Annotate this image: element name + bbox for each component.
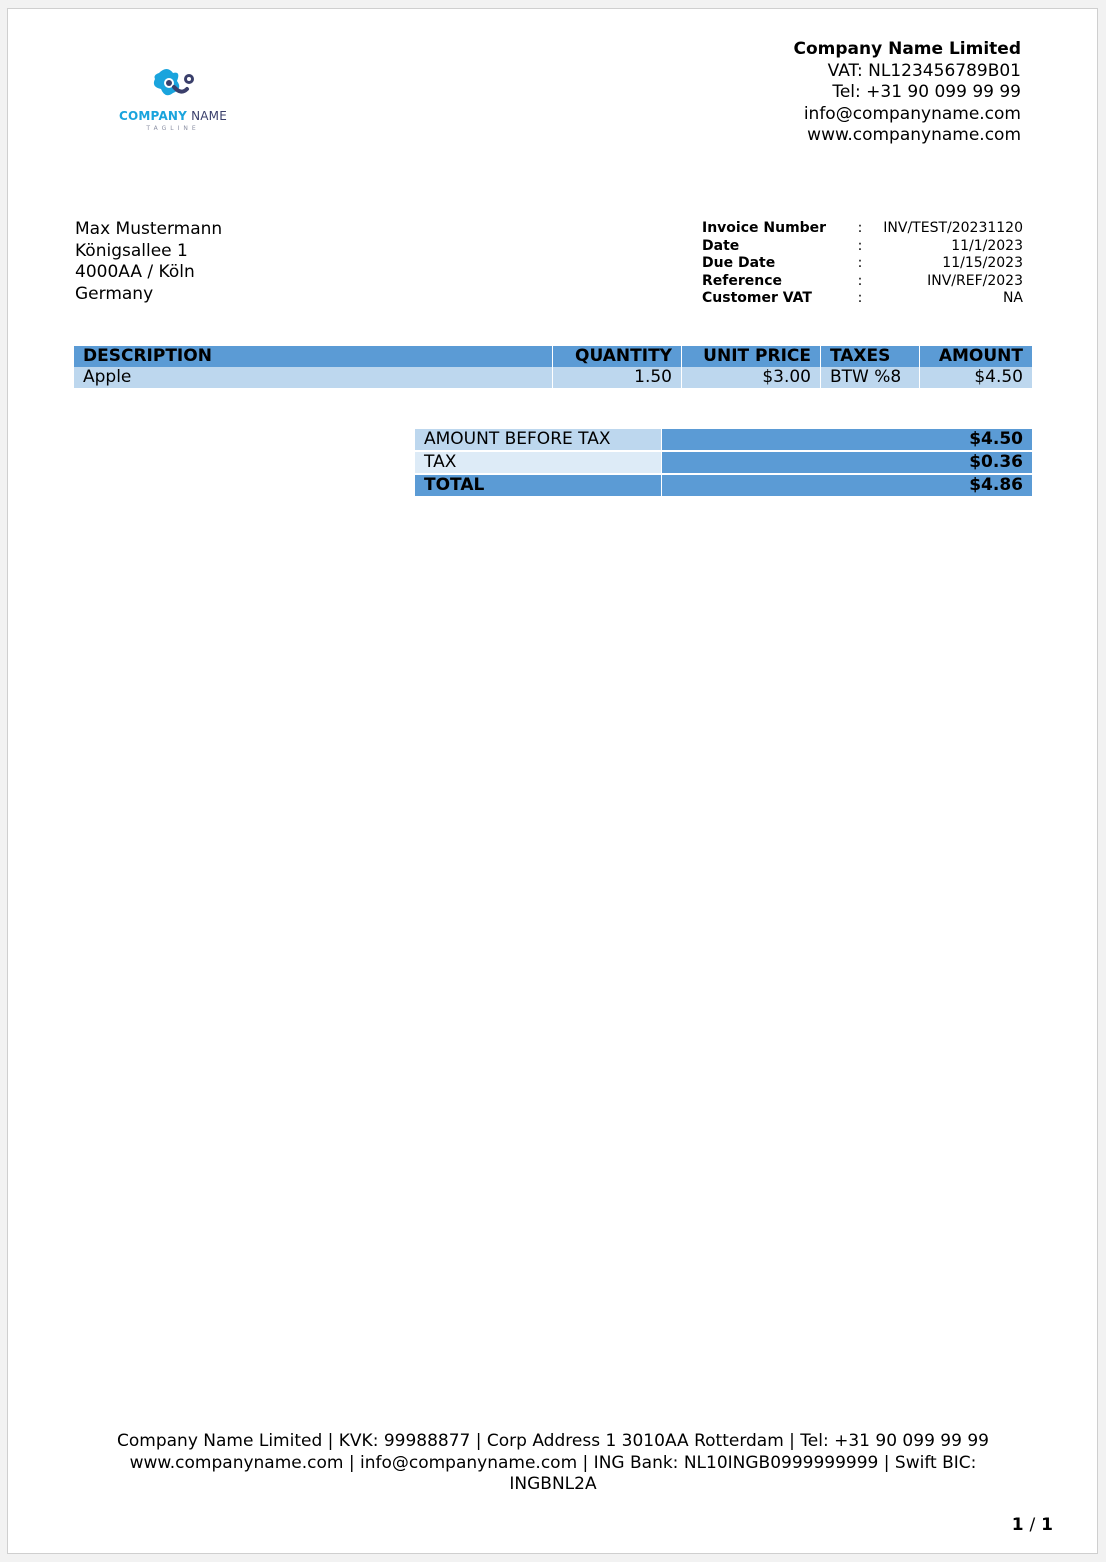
meta-separator: : <box>857 220 863 236</box>
page-number <box>1012 1515 1053 1535</box>
totals-row-before-tax <box>415 429 1032 451</box>
company-logo-icon <box>145 65 201 105</box>
meta-row-due-date <box>702 255 1023 273</box>
meta-label: Due Date <box>702 255 776 271</box>
page-total: 1 <box>1041 1515 1053 1535</box>
lines-header-row <box>74 346 1032 367</box>
page-separator: / <box>1029 1515 1036 1535</box>
totals-row-total <box>415 474 1032 497</box>
cell-description: Apple <box>74 367 553 388</box>
cell-unit-price: $3.00 <box>682 367 821 388</box>
meta-label: Invoice Number <box>702 220 827 236</box>
meta-label: Customer VAT <box>702 290 812 306</box>
col-header-quantity: QUANTITY <box>553 346 682 367</box>
meta-value: INV/REF/2023 <box>927 272 1023 289</box>
invoice-page <box>7 8 1098 1554</box>
page-footer <box>68 1431 1038 1496</box>
customer-city: 4000AA / Köln <box>75 262 195 282</box>
meta-label: Date <box>702 237 740 254</box>
cell-taxes: BTW %8 <box>821 367 920 388</box>
tax-label: TAX <box>415 451 662 474</box>
customer-street: Königsallee 1 <box>75 240 188 261</box>
logo-name-part1: COMPANY <box>119 109 188 123</box>
meta-value: INV/TEST/20231120 <box>883 220 1023 236</box>
meta-row-date <box>702 238 1023 256</box>
before-tax-value: $4.50 <box>662 429 1033 451</box>
company-vat: VAT: NL123456789B01 <box>827 60 1021 81</box>
meta-separator: : <box>857 255 863 271</box>
meta-value: 11/1/2023 <box>951 237 1023 254</box>
meta-separator: : <box>857 290 863 306</box>
company-logo <box>108 65 238 145</box>
meta-value: 11/15/2023 <box>942 255 1023 271</box>
col-header-amount: AMOUNT <box>920 346 1033 367</box>
footer-line-3: INGBNL2A <box>509 1474 597 1494</box>
meta-separator: : <box>857 237 863 254</box>
logo-tagline: TAGLINE <box>146 125 200 132</box>
invoice-lines-table <box>74 346 1032 388</box>
meta-row-reference <box>702 273 1023 291</box>
total-label: TOTAL <box>415 474 662 497</box>
meta-row-customer-vat <box>702 290 1023 308</box>
company-info <box>794 39 1022 147</box>
tax-value: $0.36 <box>662 451 1033 474</box>
company-website: www.companyname.com <box>807 125 1021 145</box>
customer-address <box>75 219 222 305</box>
footer-line-1: Company Name Limited | KVK: 99988877 | Corp Address 1 3010AA Rotterdam | Tel: +31 90 099 99 99 <box>117 1431 989 1451</box>
invoice-meta-table <box>702 220 1023 308</box>
company-tel: Tel: +31 90 099 99 99 <box>832 82 1021 102</box>
customer-name: Max Mustermann <box>75 219 223 239</box>
meta-row-invoice-number <box>702 220 1023 238</box>
before-tax-label: AMOUNT BEFORE TAX <box>415 429 662 451</box>
page-current: 1 <box>1011 1515 1024 1535</box>
col-header-taxes: TAXES <box>821 346 920 367</box>
footer-line-2: www.companyname.com | info@companyname.com | ING Bank: NL10INGB0999999999 | Swift BIC: <box>129 1452 977 1473</box>
totals-table <box>415 429 1032 498</box>
company-email: info@companyname.com <box>803 103 1021 124</box>
table-row <box>74 367 1032 388</box>
cell-quantity: 1.50 <box>553 367 682 388</box>
company-name: Company Name Limited <box>793 39 1021 59</box>
col-header-unit-price: UNIT PRICE <box>682 346 821 367</box>
logo-wordmark <box>108 109 238 123</box>
total-value: $4.86 <box>662 474 1033 497</box>
col-header-description: DESCRIPTION <box>74 346 553 367</box>
meta-label: Reference <box>702 272 783 289</box>
logo-name-part2: NAME <box>191 109 227 123</box>
meta-separator: : <box>857 272 863 289</box>
totals-row-tax <box>415 451 1032 474</box>
customer-country: Germany <box>75 283 154 304</box>
meta-value: NA <box>1002 290 1023 306</box>
cell-amount: $4.50 <box>920 367 1033 388</box>
